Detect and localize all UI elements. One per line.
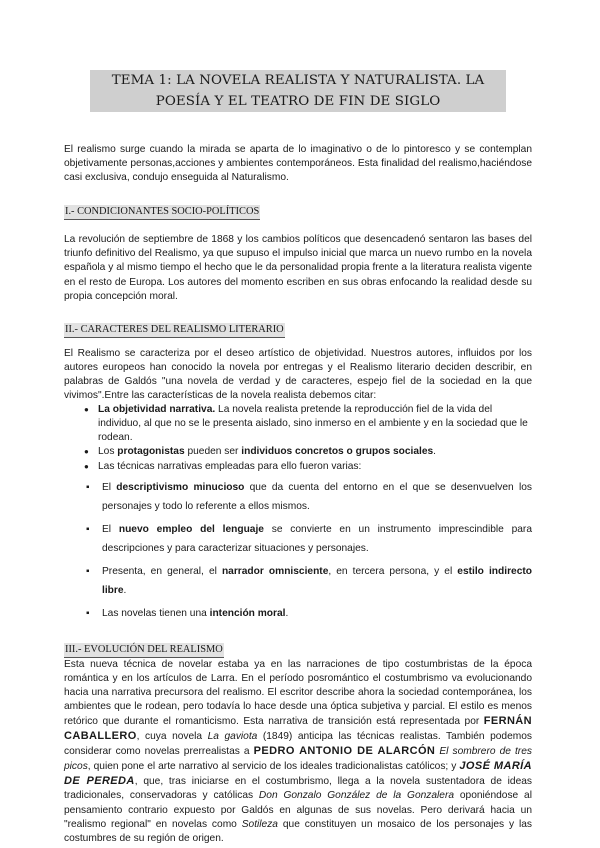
list-item: ▪ El descriptivismo minucioso que da cuenta del entorno en el que se desenvuelven los personajes y todo lo referente a ellos mismos.	[64, 478, 532, 516]
section-1-paragraph: La revolución de septiembre de 1868 y los cambios políticos que desencadenó sentaron las bases del triunfo definitivo del Realismo, ya que supuso el impulso inicial que marca un nuevo rumbo en la novela española y al mismo tiempo el hecho que le da personalidad propia frente a la literatura realista vigente en el resto de Europa. Los autores del momento escriben en sus obras enfocando la realidad desde su propia concepción moral.	[64, 234, 532, 302]
author-name: FERNÁN CABALLERO	[64, 714, 532, 743]
work-title: Don Gonzalo González de la Gonzalera	[258, 790, 455, 802]
document-page	[64, 70, 532, 846]
title-line-2: POESÍA Y EL TEATRO DE FIN DE SIGLO	[155, 94, 441, 109]
author-name: PEDRO ANTONIO DE ALARCÓN	[253, 745, 436, 758]
list-item: ▪ El nuevo empleo del lenguaje se convierte en un instrumento imprescindible para descripciones y para caracterizar situaciones y personajes.	[64, 520, 532, 558]
author-name: JOSÉ MARÍA DE PEREDA	[64, 760, 532, 788]
list-item: ● Los protagonistas pueden ser individuos concretos o grupos sociales.	[64, 445, 532, 459]
work-title: La gaviota	[207, 731, 258, 743]
list-item: ● Las técnicas narrativas empleadas para ello fueron varias:	[64, 460, 532, 474]
title-line-1: TEMA 1: LA NOVELA REALISTA Y NATURALISTA. LA	[111, 73, 485, 88]
list-item: ● La objetividad narrativa. La novela realista pretende la reproducción fiel de la vida del individuo, al que no se le presenta aislado, sino inmerso en el ambiente y en la sociedad que le rodean.	[64, 403, 532, 445]
section-heading-1: I.- CONDICIONANTES SOCIO-POLÍTICOS	[64, 205, 260, 220]
section-3-paragraph: Esta nueva técnica de novelar estaba ya en las narraciones de tipo costumbristas de la época romántica y en los artículos de Larra. En el período posromántico el costumbrismo va evolucionando hacia una narrativa precursora del realismo. El escritor describe ahora la sociedad contemporánea, los ambientes que le rodean, pero todavía lo hace desde una óptica subjetiva y parcial. El estilo es menos retórico que durante el romanticismo. Esta narrativa de transición está representada por FERNÁN CABALLERO, cuya novela La gaviota (1849) anticipa las técnicas realistas. También podemos considerar como novelas prerrealistas a PEDRO ANTONIO DE ALARCÓN El sombrero de tres picos, quien pone el arte narrativo al servicio de los ideales tradicionalistas católicos; y JOSÉ MARÍA DE PEREDA, que, tras iniciarse en el costumbrismo, llega a la novela sustentadora de ideas tradicionales, conservadoras y católicas Don Gonzalo González de la Gonzalera oponiéndose al pensamiento contrario expuesto por Galdós en algunas de sus novelas. Pero derivará hacia un "realismo regional" en novelas como Sotileza que constituyen un mosaico de los personajes y las costumbres de su región de origen.	[64, 658, 533, 844]
techniques-list	[64, 478, 532, 623]
characteristics-list	[64, 403, 532, 473]
section-2-paragraph: El Realismo se caracteriza por el deseo artístico de objetividad. Nuestros autores, influidos por los autores europeos han conocido la novela por entregas y el Realismo literario deciden describir, en palabras de Galdós "una novela de verdad y de caracteres, espejo fiel de la sociedad en la que vivimos".Entre las características de la novela realista debemos citar:	[64, 347, 532, 402]
section-heading-2: II.- CARACTERES DEL REALISMO LITERARIO	[64, 323, 285, 338]
list-item: ▪ Presenta, en general, el narrador omnisciente, en tercera persona, y el estilo indirecto libre.	[64, 562, 532, 600]
page-title	[90, 70, 506, 112]
intro-paragraph: El realismo surge cuando la mirada se aparta de lo imaginativo o de lo pintoresco y se contemplan objetivamente personas,acciones y ambientes contemporáneos. Esta finalidad del realismo,haciéndose casi exclusiva, condujo enseguida al Naturalismo.	[64, 144, 532, 184]
work-title: Sotileza	[241, 818, 278, 830]
list-item: ▪ Las novelas tienen una intención moral.	[64, 604, 532, 623]
section-heading-3: III.- EVOLUCIÓN DEL REALISMO	[64, 643, 224, 658]
work-title: El sombrero de tres picos	[64, 746, 532, 773]
